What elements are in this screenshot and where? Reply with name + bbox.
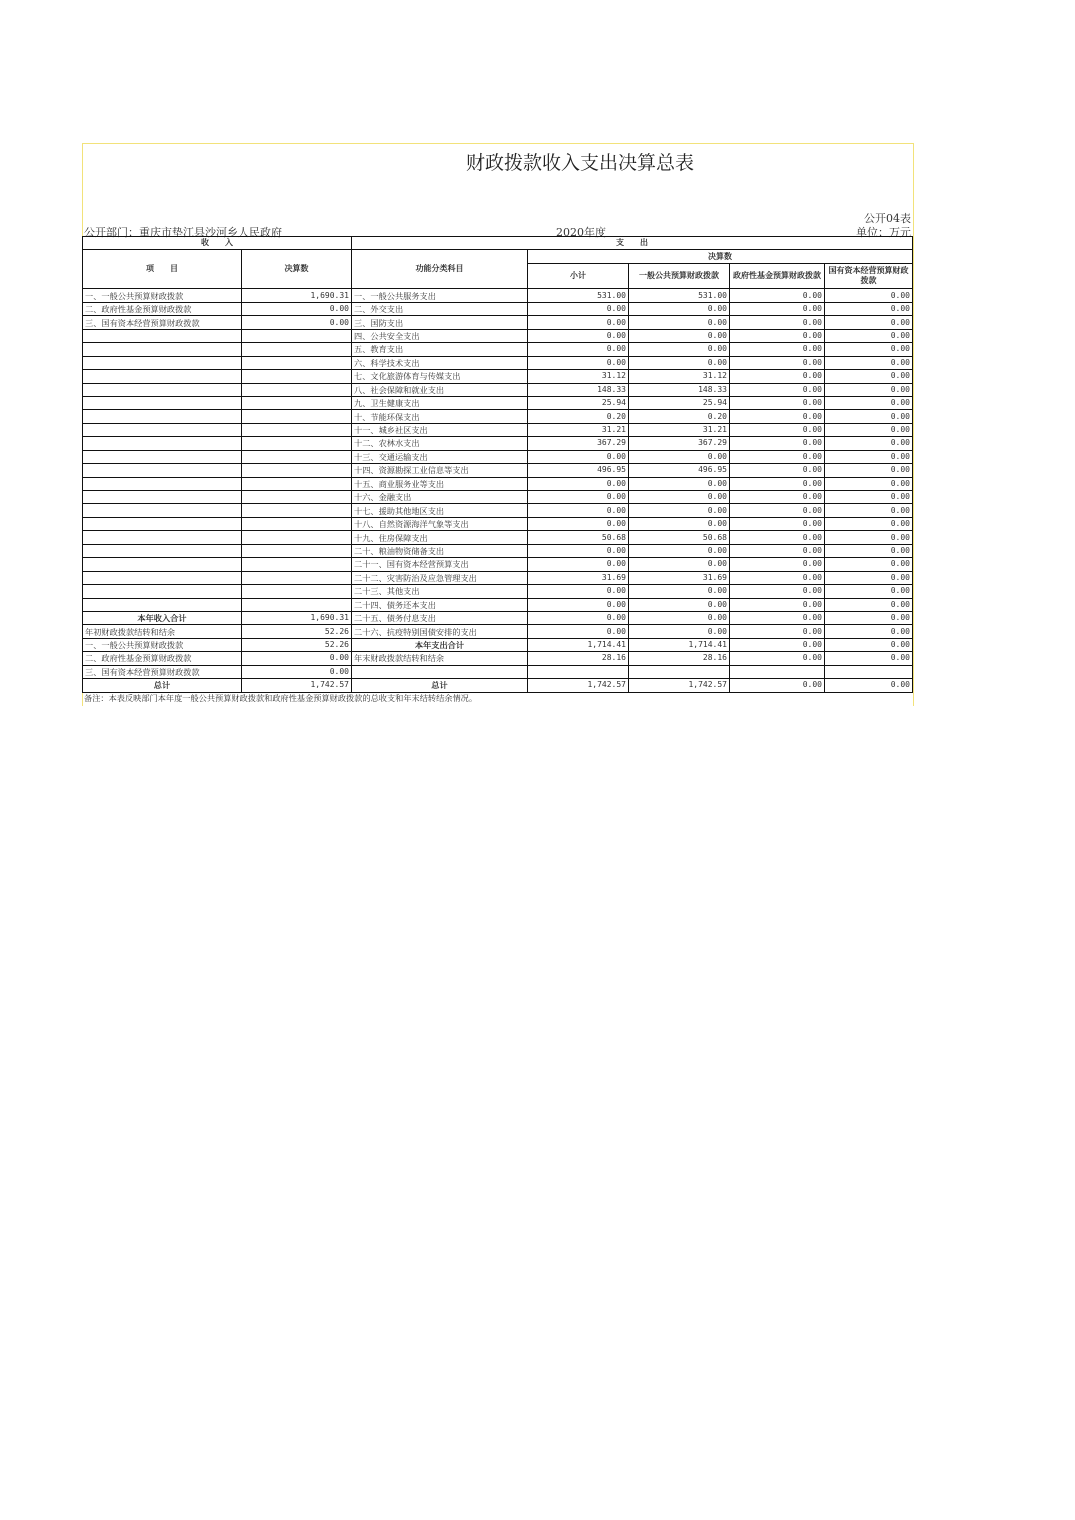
subtotal-cell: 0.00 bbox=[528, 598, 629, 611]
page-title: 财政拨款收入支出决算总表 bbox=[465, 152, 694, 174]
income-amount-cell bbox=[242, 477, 352, 490]
general-budget-cell: 28.16 bbox=[629, 652, 730, 665]
state-capital-cell: 0.00 bbox=[825, 289, 913, 302]
table-row bbox=[83, 665, 913, 678]
expense-category-cell: 十三、交通运输支出 bbox=[352, 450, 528, 463]
income-amount-cell: 0.00 bbox=[242, 316, 352, 329]
gov-fund-header: 政府性基金预算财政拨款 bbox=[730, 264, 825, 289]
general-budget-cell: 31.12 bbox=[629, 370, 730, 383]
state-capital-cell: 0.00 bbox=[825, 356, 913, 369]
expense-category-cell: 四、公共安全支出 bbox=[352, 329, 528, 342]
gov-fund-cell: 0.00 bbox=[730, 544, 825, 557]
general-budget-cell: 0.00 bbox=[629, 585, 730, 598]
subtotal-cell: 0.00 bbox=[528, 477, 629, 490]
income-amount-cell bbox=[242, 558, 352, 571]
gov-fund-cell: 0.00 bbox=[730, 571, 825, 584]
state-capital-cell: 0.00 bbox=[825, 531, 913, 544]
general-budget-cell: 367.29 bbox=[629, 437, 730, 450]
gov-fund-cell: 0.00 bbox=[730, 383, 825, 396]
general-budget-cell: 31.69 bbox=[629, 571, 730, 584]
state-capital-cell: 0.00 bbox=[825, 571, 913, 584]
income-item-cell bbox=[83, 544, 242, 557]
income-amount-cell bbox=[242, 329, 352, 342]
table-row bbox=[83, 343, 913, 356]
expense-category-cell: 十六、金融支出 bbox=[352, 491, 528, 504]
income-item-cell bbox=[83, 585, 242, 598]
gov-fund-cell: 0.00 bbox=[730, 638, 825, 651]
state-capital-header: 国有资本经营预算财政拨款 bbox=[825, 264, 913, 289]
expense-category-cell: 五、教育支出 bbox=[352, 343, 528, 356]
income-amount-cell: 0.00 bbox=[242, 302, 352, 315]
table-row bbox=[83, 558, 913, 571]
expense-category-cell: 二十二、灾害防治及应急管理支出 bbox=[352, 571, 528, 584]
general-budget-cell: 0.00 bbox=[629, 611, 730, 624]
state-capital-cell: 0.00 bbox=[825, 410, 913, 423]
subtotal-cell: 496.95 bbox=[528, 464, 629, 477]
income-amount-cell bbox=[242, 356, 352, 369]
income-item-cell: 一、一般公共预算财政拨款 bbox=[83, 289, 242, 302]
income-amount-cell bbox=[242, 598, 352, 611]
item-header: 项 目 bbox=[83, 250, 242, 289]
gov-fund-cell: 0.00 bbox=[730, 396, 825, 409]
general-budget-cell: 0.00 bbox=[629, 558, 730, 571]
expense-category-cell: 七、文化旅游体育与传媒支出 bbox=[352, 370, 528, 383]
gov-fund-cell: 0.00 bbox=[730, 316, 825, 329]
subtotal-cell: 0.00 bbox=[528, 585, 629, 598]
income-amount-cell bbox=[242, 571, 352, 584]
table-row bbox=[83, 491, 913, 504]
state-capital-cell: 0.00 bbox=[825, 491, 913, 504]
expense-category-cell: 十七、援助其他地区支出 bbox=[352, 504, 528, 517]
general-budget-cell: 0.00 bbox=[629, 316, 730, 329]
income-amount-cell bbox=[242, 410, 352, 423]
income-item-cell bbox=[83, 504, 242, 517]
gov-fund-cell: 0.00 bbox=[730, 343, 825, 356]
table-row bbox=[83, 679, 913, 692]
income-amount-cell bbox=[242, 585, 352, 598]
general-budget-cell: 0.00 bbox=[629, 517, 730, 530]
general-budget-cell: 1,714.41 bbox=[629, 638, 730, 651]
income-item-cell bbox=[83, 423, 242, 436]
gov-fund-cell bbox=[730, 665, 825, 678]
gov-fund-cell: 0.00 bbox=[730, 558, 825, 571]
subtotal-cell: 1,714.41 bbox=[528, 638, 629, 651]
year-label: 2020年度 bbox=[556, 226, 606, 239]
gov-fund-cell: 0.00 bbox=[730, 531, 825, 544]
table-row bbox=[83, 544, 913, 557]
expense-category-cell: 九、卫生健康支出 bbox=[352, 396, 528, 409]
expense-category-cell: 年末财政拨款结转和结余 bbox=[352, 652, 528, 665]
income-item-cell bbox=[83, 383, 242, 396]
subtotal-cell: 148.33 bbox=[528, 383, 629, 396]
income-amount-cell: 1,690.31 bbox=[242, 611, 352, 624]
income-item-cell bbox=[83, 437, 242, 450]
subtotal-cell: 31.12 bbox=[528, 370, 629, 383]
general-budget-cell: 0.00 bbox=[629, 625, 730, 638]
gov-fund-cell: 0.00 bbox=[730, 611, 825, 624]
state-capital-cell: 0.00 bbox=[825, 464, 913, 477]
table-row bbox=[83, 638, 913, 651]
income-item-cell bbox=[83, 477, 242, 490]
state-capital-cell: 0.00 bbox=[825, 504, 913, 517]
table-row bbox=[83, 316, 913, 329]
gov-fund-cell: 0.00 bbox=[730, 504, 825, 517]
income-amount-cell bbox=[242, 544, 352, 557]
income-item-cell bbox=[83, 491, 242, 504]
general-budget-cell: 148.33 bbox=[629, 383, 730, 396]
income-amount-cell bbox=[242, 504, 352, 517]
expense-category-cell: 十九、住房保障支出 bbox=[352, 531, 528, 544]
expense-header: 支 出 bbox=[352, 237, 913, 250]
table-row bbox=[83, 464, 913, 477]
department-label: 公开部门：重庆市垫江县沙河乡人民政府 bbox=[84, 226, 282, 239]
income-item-cell bbox=[83, 356, 242, 369]
expense-category-cell: 总计 bbox=[352, 679, 528, 692]
subtotal-cell bbox=[528, 665, 629, 678]
unit-label: 单位：万元 bbox=[856, 226, 911, 239]
table-row bbox=[83, 477, 913, 490]
income-amount-cell: 0.00 bbox=[242, 665, 352, 678]
subtotal-cell: 0.00 bbox=[528, 544, 629, 557]
income-amount-cell bbox=[242, 396, 352, 409]
income-item-cell bbox=[83, 517, 242, 530]
expense-category-cell: 十、节能环保支出 bbox=[352, 410, 528, 423]
subtotal-cell: 31.21 bbox=[528, 423, 629, 436]
general-budget-cell: 50.68 bbox=[629, 531, 730, 544]
income-item-cell bbox=[83, 343, 242, 356]
income-amount-cell bbox=[242, 437, 352, 450]
table-row bbox=[83, 289, 913, 302]
state-capital-cell: 0.00 bbox=[825, 585, 913, 598]
gov-fund-cell: 0.00 bbox=[730, 450, 825, 463]
income-amount-cell bbox=[242, 517, 352, 530]
income-item-cell: 二、政府性基金预算财政拨款 bbox=[83, 652, 242, 665]
table-row bbox=[83, 410, 913, 423]
subtotal-cell: 50.68 bbox=[528, 531, 629, 544]
table-row bbox=[83, 356, 913, 369]
general-budget-cell: 0.20 bbox=[629, 410, 730, 423]
subtotal-cell: 0.00 bbox=[528, 316, 629, 329]
subtotal-cell: 0.00 bbox=[528, 558, 629, 571]
gov-fund-cell: 0.00 bbox=[730, 423, 825, 436]
subtotal-cell: 0.00 bbox=[528, 491, 629, 504]
expense-category-cell: 二十四、债务还本支出 bbox=[352, 598, 528, 611]
expense-category-cell bbox=[352, 665, 528, 678]
expense-category-cell: 二、外交支出 bbox=[352, 302, 528, 315]
state-capital-cell: 0.00 bbox=[825, 423, 913, 436]
state-capital-cell: 0.00 bbox=[825, 638, 913, 651]
table-row bbox=[83, 652, 913, 665]
gov-fund-cell: 0.00 bbox=[730, 302, 825, 315]
income-amount-cell bbox=[242, 450, 352, 463]
income-amount-cell bbox=[242, 491, 352, 504]
income-item-cell: 三、国有资本经营预算财政拨款 bbox=[83, 665, 242, 678]
state-capital-cell: 0.00 bbox=[825, 450, 913, 463]
state-capital-cell: 0.00 bbox=[825, 370, 913, 383]
gov-fund-cell: 0.00 bbox=[730, 329, 825, 342]
table-row bbox=[83, 504, 913, 517]
income-item-cell bbox=[83, 558, 242, 571]
income-amount-cell bbox=[242, 464, 352, 477]
income-amount-cell: 0.00 bbox=[242, 652, 352, 665]
form-number: 公开04表 bbox=[864, 212, 911, 225]
subtotal-cell: 31.69 bbox=[528, 571, 629, 584]
func-category-header: 功能分类科目 bbox=[352, 250, 528, 289]
subtotal-cell: 1,742.57 bbox=[528, 679, 629, 692]
income-amount-cell: 1,742.57 bbox=[242, 679, 352, 692]
state-capital-cell bbox=[825, 665, 913, 678]
subtotal-cell: 0.00 bbox=[528, 329, 629, 342]
expense-category-cell: 二十五、债务付息支出 bbox=[352, 611, 528, 624]
general-budget-cell: 0.00 bbox=[629, 450, 730, 463]
income-item-cell bbox=[83, 370, 242, 383]
subtotal-cell: 531.00 bbox=[528, 289, 629, 302]
amount-header: 决算数 bbox=[242, 250, 352, 289]
expense-category-cell: 十八、自然资源海洋气象等支出 bbox=[352, 517, 528, 530]
state-capital-cell: 0.00 bbox=[825, 396, 913, 409]
general-budget-cell: 0.00 bbox=[629, 544, 730, 557]
gov-fund-cell: 0.00 bbox=[730, 289, 825, 302]
income-item-cell bbox=[83, 598, 242, 611]
table-row bbox=[83, 625, 913, 638]
table-row bbox=[83, 611, 913, 624]
general-budget-cell: 0.00 bbox=[629, 343, 730, 356]
gov-fund-cell: 0.00 bbox=[730, 370, 825, 383]
income-item-cell bbox=[83, 329, 242, 342]
income-item-cell bbox=[83, 571, 242, 584]
subtotal-cell: 0.00 bbox=[528, 302, 629, 315]
expense-category-cell: 二十、粮油物资储备支出 bbox=[352, 544, 528, 557]
expense-category-cell: 六、科学技术支出 bbox=[352, 356, 528, 369]
expense-category-cell: 三、国防支出 bbox=[352, 316, 528, 329]
income-item-cell: 三、国有资本经营预算财政拨款 bbox=[83, 316, 242, 329]
expense-category-cell: 本年支出合计 bbox=[352, 638, 528, 651]
state-capital-cell: 0.00 bbox=[825, 477, 913, 490]
general-budget-cell: 25.94 bbox=[629, 396, 730, 409]
subtotal-cell: 0.00 bbox=[528, 517, 629, 530]
gov-fund-cell: 0.00 bbox=[730, 356, 825, 369]
table-row bbox=[83, 531, 913, 544]
subtotal-cell: 0.00 bbox=[528, 356, 629, 369]
state-capital-cell: 0.00 bbox=[825, 558, 913, 571]
general-budget-cell: 531.00 bbox=[629, 289, 730, 302]
income-item-cell bbox=[83, 464, 242, 477]
income-amount-cell bbox=[242, 531, 352, 544]
table-row bbox=[83, 571, 913, 584]
income-item-cell bbox=[83, 531, 242, 544]
general-budget-cell: 31.21 bbox=[629, 423, 730, 436]
state-capital-cell: 0.00 bbox=[825, 437, 913, 450]
state-capital-cell: 0.00 bbox=[825, 383, 913, 396]
gov-fund-cell: 0.00 bbox=[730, 625, 825, 638]
gov-fund-cell: 0.00 bbox=[730, 491, 825, 504]
state-capital-cell: 0.00 bbox=[825, 343, 913, 356]
table-row bbox=[83, 437, 913, 450]
income-amount-cell: 52.26 bbox=[242, 638, 352, 651]
gov-fund-cell: 0.00 bbox=[730, 679, 825, 692]
table-row bbox=[83, 370, 913, 383]
state-capital-cell: 0.00 bbox=[825, 679, 913, 692]
income-amount-cell bbox=[242, 423, 352, 436]
income-amount-cell bbox=[242, 370, 352, 383]
income-amount-cell: 52.26 bbox=[242, 625, 352, 638]
gov-fund-cell: 0.00 bbox=[730, 652, 825, 665]
gov-fund-cell: 0.00 bbox=[730, 517, 825, 530]
income-amount-cell bbox=[242, 383, 352, 396]
income-amount-cell bbox=[242, 343, 352, 356]
general-budget-cell: 0.00 bbox=[629, 356, 730, 369]
income-item-cell: 年初财政拨款结转和结余 bbox=[83, 625, 242, 638]
table-row bbox=[83, 585, 913, 598]
table-row bbox=[83, 598, 913, 611]
subtotal-cell: 0.00 bbox=[528, 625, 629, 638]
table-row bbox=[83, 383, 913, 396]
subtotal-cell: 0.00 bbox=[528, 343, 629, 356]
general-budget-cell: 1,742.57 bbox=[629, 679, 730, 692]
general-budget-cell: 0.00 bbox=[629, 329, 730, 342]
table-row bbox=[83, 450, 913, 463]
gov-fund-cell: 0.00 bbox=[730, 464, 825, 477]
table-row bbox=[83, 302, 913, 315]
expense-category-cell: 一、一般公共服务支出 bbox=[352, 289, 528, 302]
state-capital-cell: 0.00 bbox=[825, 598, 913, 611]
expense-category-cell: 二十一、国有资本经营预算支出 bbox=[352, 558, 528, 571]
income-item-cell: 二、政府性基金预算财政拨款 bbox=[83, 302, 242, 315]
state-capital-cell: 0.00 bbox=[825, 302, 913, 315]
expense-category-cell: 八、社会保障和就业支出 bbox=[352, 383, 528, 396]
table-row bbox=[83, 423, 913, 436]
state-capital-cell: 0.00 bbox=[825, 316, 913, 329]
gov-fund-cell: 0.00 bbox=[730, 585, 825, 598]
general-budget-header: 一般公共预算财政拨款 bbox=[629, 264, 730, 289]
income-amount-cell: 1,690.31 bbox=[242, 289, 352, 302]
general-budget-cell: 0.00 bbox=[629, 598, 730, 611]
expense-category-cell: 十二、农林水支出 bbox=[352, 437, 528, 450]
state-capital-cell: 0.00 bbox=[825, 544, 913, 557]
income-item-cell: 总计 bbox=[83, 679, 242, 692]
subtotal-cell: 0.00 bbox=[528, 504, 629, 517]
subtotal-cell: 25.94 bbox=[528, 396, 629, 409]
table-row bbox=[83, 517, 913, 530]
gov-fund-cell: 0.00 bbox=[730, 410, 825, 423]
state-capital-cell: 0.00 bbox=[825, 625, 913, 638]
final-amount-header: 决算数 bbox=[528, 250, 913, 264]
income-item-cell: 本年收入合计 bbox=[83, 611, 242, 624]
general-budget-cell: 0.00 bbox=[629, 504, 730, 517]
general-budget-cell: 0.00 bbox=[629, 302, 730, 315]
table-row bbox=[83, 396, 913, 409]
expense-category-cell: 十一、城乡社区支出 bbox=[352, 423, 528, 436]
gov-fund-cell: 0.00 bbox=[730, 437, 825, 450]
state-capital-cell: 0.00 bbox=[825, 652, 913, 665]
general-budget-cell: 0.00 bbox=[629, 491, 730, 504]
general-budget-cell bbox=[629, 665, 730, 678]
table-row bbox=[83, 329, 913, 342]
subtotal-header: 小计 bbox=[528, 264, 629, 289]
gov-fund-cell: 0.00 bbox=[730, 598, 825, 611]
income-item-cell: 一、一般公共预算财政拨款 bbox=[83, 638, 242, 651]
state-capital-cell: 0.00 bbox=[825, 517, 913, 530]
subtotal-cell: 0.20 bbox=[528, 410, 629, 423]
gov-fund-cell: 0.00 bbox=[730, 477, 825, 490]
state-capital-cell: 0.00 bbox=[825, 329, 913, 342]
expense-category-cell: 二十六、抗疫特别国债安排的支出 bbox=[352, 625, 528, 638]
footnote: 备注：本表反映部门本年度一般公共预算财政拨款和政府性基金预算财政拨款的总收支和年末结转结余情况。 bbox=[84, 693, 478, 703]
income-item-cell bbox=[83, 396, 242, 409]
subtotal-cell: 0.00 bbox=[528, 611, 629, 624]
expense-category-cell: 十五、商业服务业等支出 bbox=[352, 477, 528, 490]
expense-category-cell: 二十三、其他支出 bbox=[352, 585, 528, 598]
subtotal-cell: 367.29 bbox=[528, 437, 629, 450]
general-budget-cell: 0.00 bbox=[629, 477, 730, 490]
income-header: 收 入 bbox=[83, 237, 352, 250]
budget-table bbox=[82, 236, 913, 693]
subtotal-cell: 28.16 bbox=[528, 652, 629, 665]
expense-category-cell: 十四、资源勘探工业信息等支出 bbox=[352, 464, 528, 477]
state-capital-cell: 0.00 bbox=[825, 611, 913, 624]
income-item-cell bbox=[83, 410, 242, 423]
income-item-cell bbox=[83, 450, 242, 463]
subtotal-cell: 0.00 bbox=[528, 450, 629, 463]
general-budget-cell: 496.95 bbox=[629, 464, 730, 477]
